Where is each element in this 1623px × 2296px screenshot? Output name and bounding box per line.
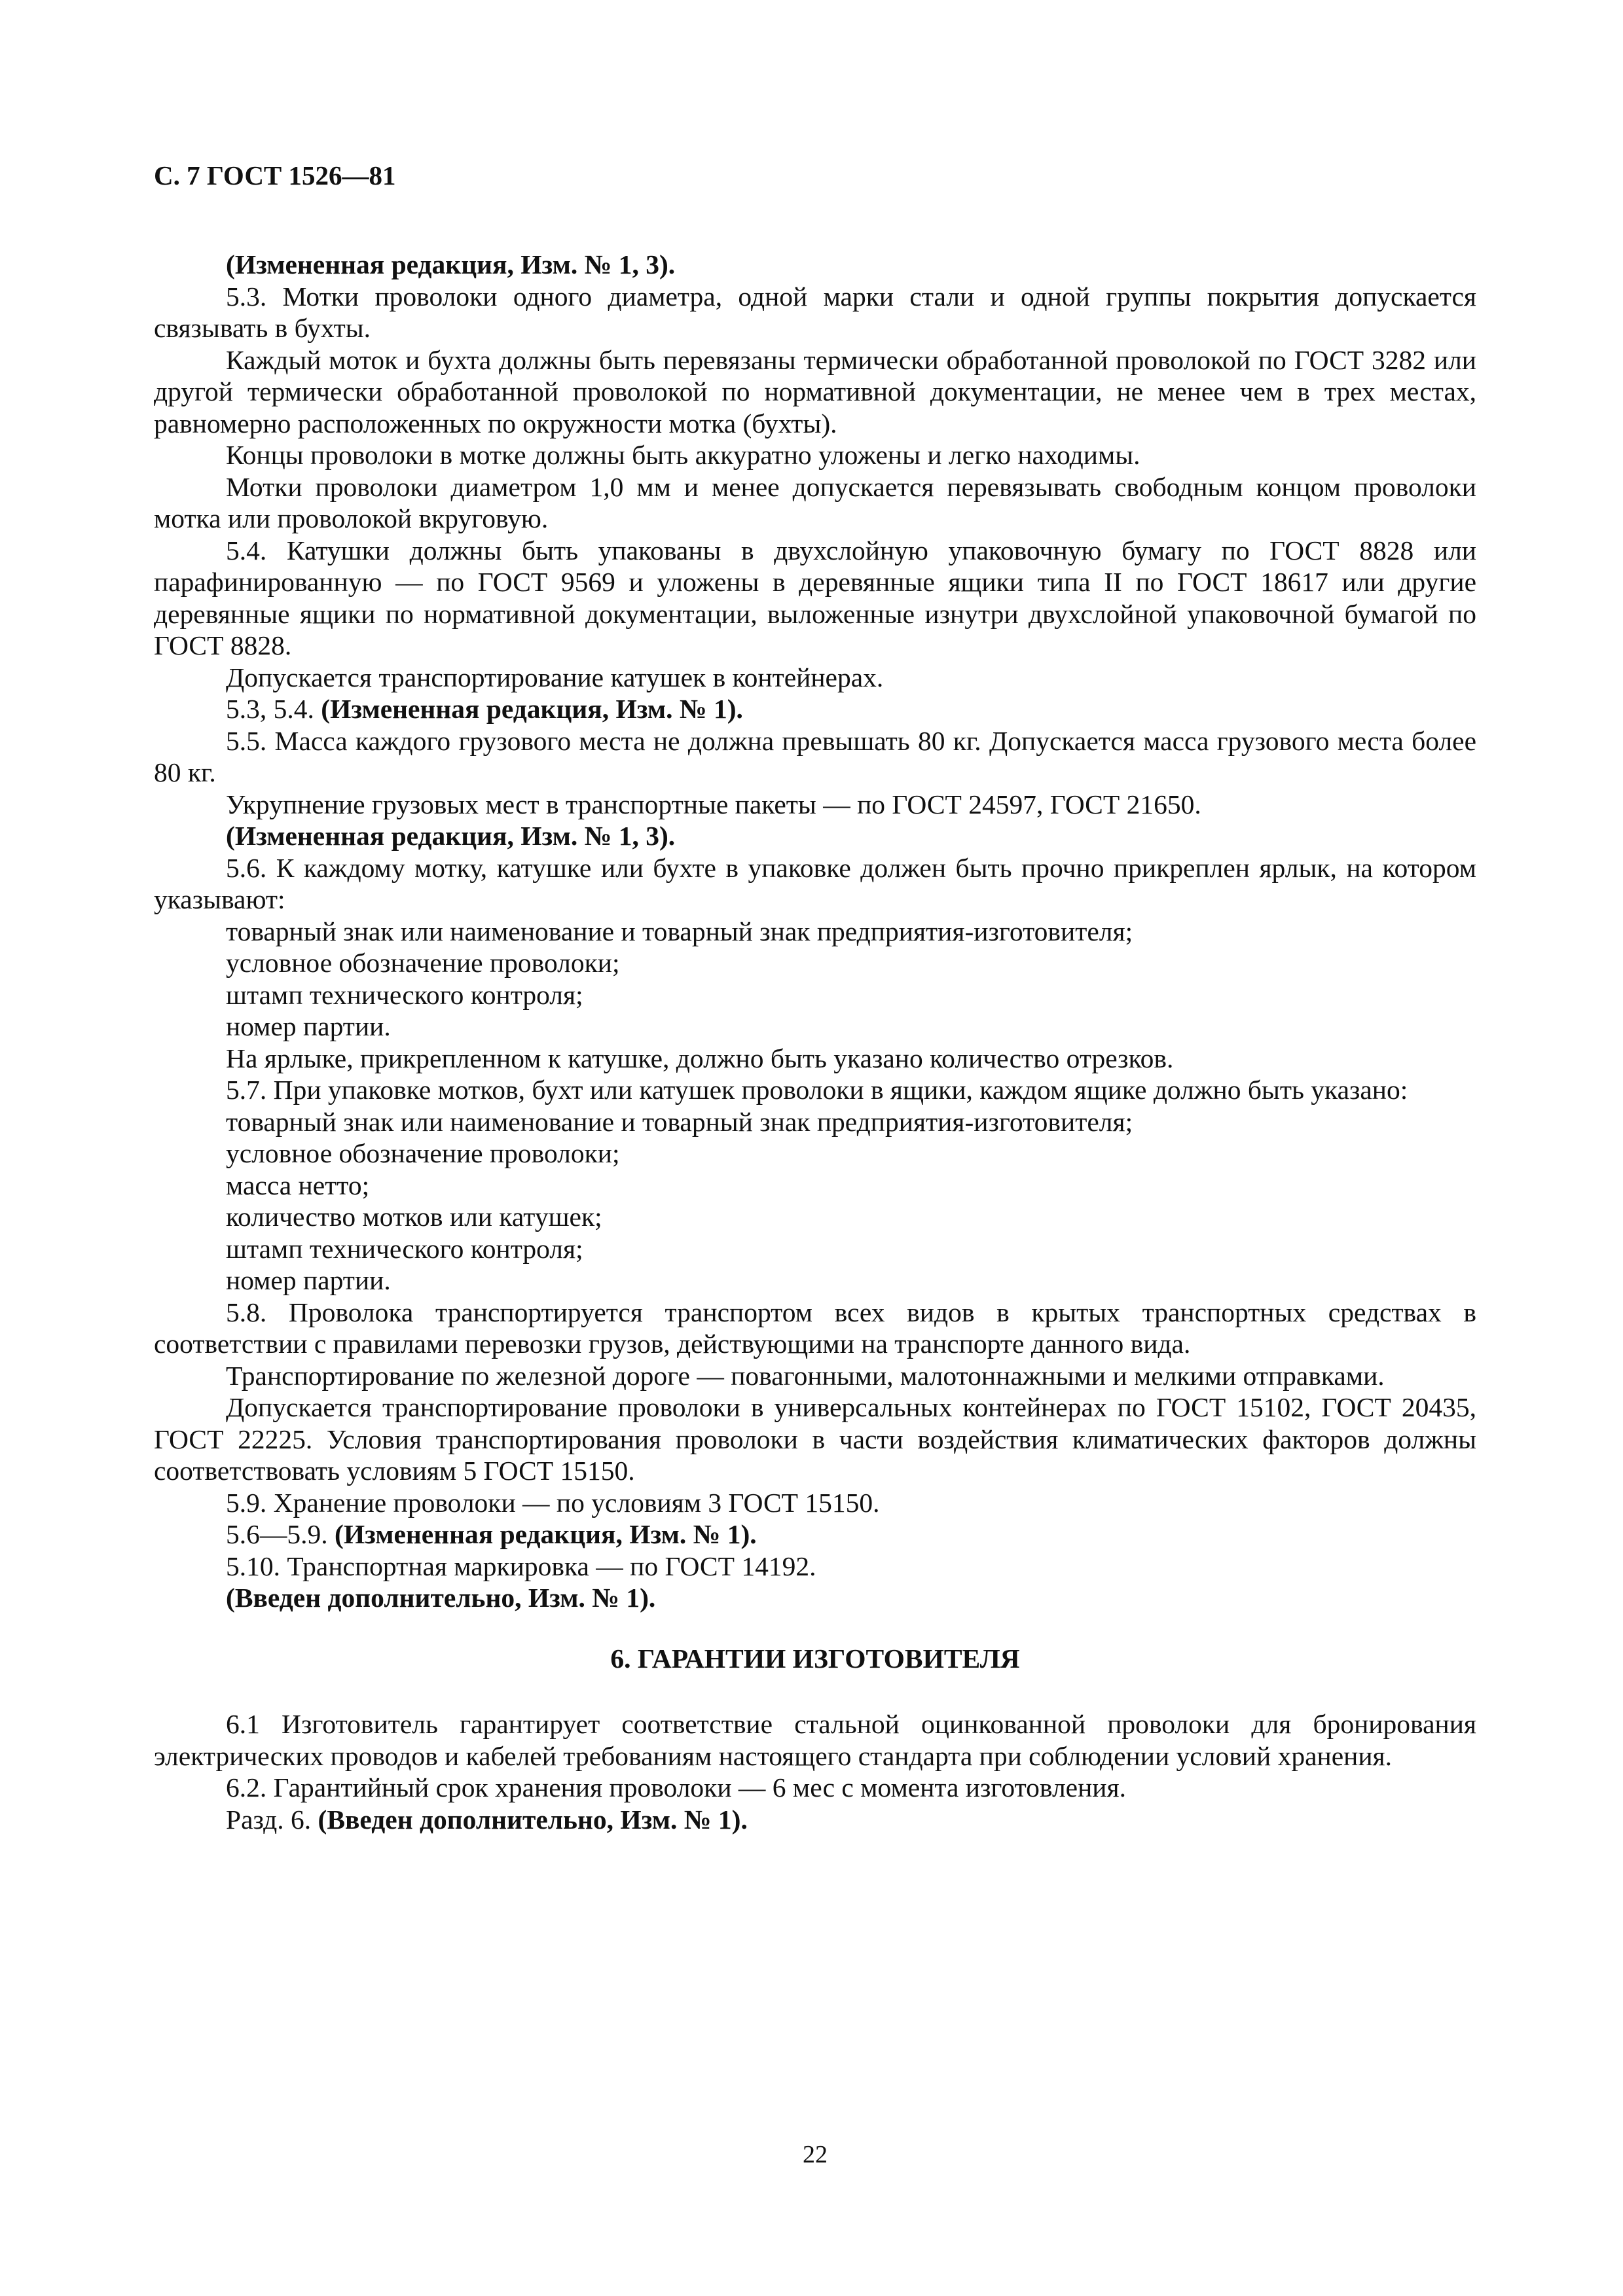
page-header: С. 7 ГОСТ 1526—81 bbox=[154, 160, 396, 190]
paragraph: 5.8. Проволока транспортируется транспортом всех видов в крытых транспортных средствах в соответствии с правилами перевозки грузов, действующими на транспорте данного вида. bbox=[154, 1297, 1476, 1359]
clause-ref: Разд. 6. bbox=[226, 1804, 318, 1835]
paragraph: 5.3. Мотки проволоки одного диаметра, одной марки стали и одной группы покрытия допускается связывать в бухты. bbox=[154, 281, 1476, 343]
document-body bbox=[154, 249, 1476, 1835]
amendment-note: (Введен дополнительно, Изм. № 1). bbox=[318, 1804, 748, 1835]
paragraph: Укрупнение грузовых мест в транспортные пакеты — по ГОСТ 24597, ГОСТ 21650. bbox=[226, 789, 1201, 819]
paragraph: Каждый моток и бухта должны быть перевязаны термически обработанной проволокой по ГОСТ 3282 или другой термически обработанной проволокой по нормативной документации, не менее чем в трех местах, равномерно расположенных по окружности мотка (бухты). bbox=[154, 344, 1476, 439]
amendment-note: (Измененная редакция, Изм. № 1, 3). bbox=[226, 821, 676, 851]
clause-ref: 5.6—5.9. bbox=[226, 1519, 335, 1549]
paragraph: Концы проволоки в мотке должны быть аккуратно уложены и легко находимы. bbox=[226, 440, 1140, 470]
paragraph: Допускается транспортирование катушек в контейнерах. bbox=[226, 662, 884, 692]
paragraph: 5.6. К каждому мотку, катушке или бухте в упаковке должен быть прочно прикреплен ярлык, на котором указывают: bbox=[154, 852, 1476, 914]
clause-ref: 5.3, 5.4. bbox=[226, 694, 321, 724]
paragraph: Мотки проволоки диаметром 1,0 мм и менее допускается перевязывать свободным концом проволоки мотка или проволокой вкруговую. bbox=[154, 471, 1476, 533]
amendment-note: (Измененная редакция, Изм. № 1). bbox=[335, 1519, 757, 1549]
paragraph: 5.10. Транспортная маркировка — по ГОСТ 14192. bbox=[226, 1551, 816, 1581]
amendment-note: (Измененная редакция, Изм. № 1). bbox=[321, 694, 743, 724]
paragraph: Допускается транспортирование проволоки в универсальных контейнерах по ГОСТ 15102, ГОСТ 20435, ГОСТ 22225. Условия транспортирования проволоки в части воздействия климатических факторов должны соответствовать условиям 5 ГОСТ 15150. bbox=[154, 1392, 1476, 1486]
amendment-note: (Введен дополнительно, Изм. № 1). bbox=[226, 1583, 656, 1613]
list-item: количество мотков или катушек; bbox=[226, 1202, 602, 1232]
amendment-note: (Измененная редакция, Изм. № 1, 3). bbox=[226, 249, 676, 279]
list-item: номер партии. bbox=[226, 1265, 391, 1295]
amendment-line bbox=[154, 1518, 1476, 1551]
list-item: условное обозначение проволоки; bbox=[226, 1138, 620, 1168]
paragraph: 6.1 Изготовитель гарантирует соответствие стальной оцинкованной проволоки для бронирования электрических проводов и кабелей требованиям настоящего стандарта при соблюдении условий хранения. bbox=[154, 1709, 1476, 1771]
paragraph: 5.7. При упаковке мотков, бухт или катушек проволоки в ящики, каждом ящике должно быть указано: bbox=[226, 1075, 1408, 1105]
amendment-line bbox=[154, 693, 1476, 725]
list-item: товарный знак или наименование и товарный знак предприятия-изготовителя; bbox=[226, 1106, 1133, 1137]
list-item: штамп технического контроля; bbox=[226, 1233, 583, 1264]
amendment-line bbox=[154, 1804, 1476, 1836]
list-item: товарный знак или наименование и товарный знак предприятия-изготовителя; bbox=[226, 916, 1133, 946]
paragraph: 6.2. Гарантийный срок хранения проволоки — 6 мес с момента изготовления. bbox=[226, 1772, 1126, 1803]
page-number: 22 bbox=[803, 2141, 828, 2168]
paragraph: 5.9. Хранение проволоки — по условиям 3 ГОСТ 15150. bbox=[226, 1487, 880, 1518]
list-item: условное обозначение проволоки; bbox=[226, 948, 620, 978]
section-title: 6. ГАРАНТИИ ИЗГОТОВИТЕЛЯ bbox=[610, 1643, 1020, 1674]
list-item: номер партии. bbox=[226, 1011, 391, 1041]
list-item: масса нетто; bbox=[226, 1170, 370, 1200]
paragraph: 5.4. Катушки должны быть упакованы в двухслойную упаковочную бумагу по ГОСТ 8828 или парафинированную — по ГОСТ 9569 и уложены в деревянные ящики типа II по ГОСТ 18617 или другие деревянные ящики по нормативной документации, выложенные изнутри двухслойной упаковочной бумагой по ГОСТ 8828. bbox=[154, 535, 1476, 660]
paragraph: На ярлыке, прикрепленном к катушке, должно быть указано количество отрезков. bbox=[226, 1043, 1174, 1073]
list-item: штамп технического контроля; bbox=[226, 979, 583, 1010]
paragraph: 5.5. Масса каждого грузового места не должна превышать 80 кг. Допускается масса грузового места более 80 кг. bbox=[154, 725, 1476, 787]
paragraph: Транспортирование по железной дороге — повагонными, малотоннажными и мелкими отправками. bbox=[226, 1360, 1385, 1391]
